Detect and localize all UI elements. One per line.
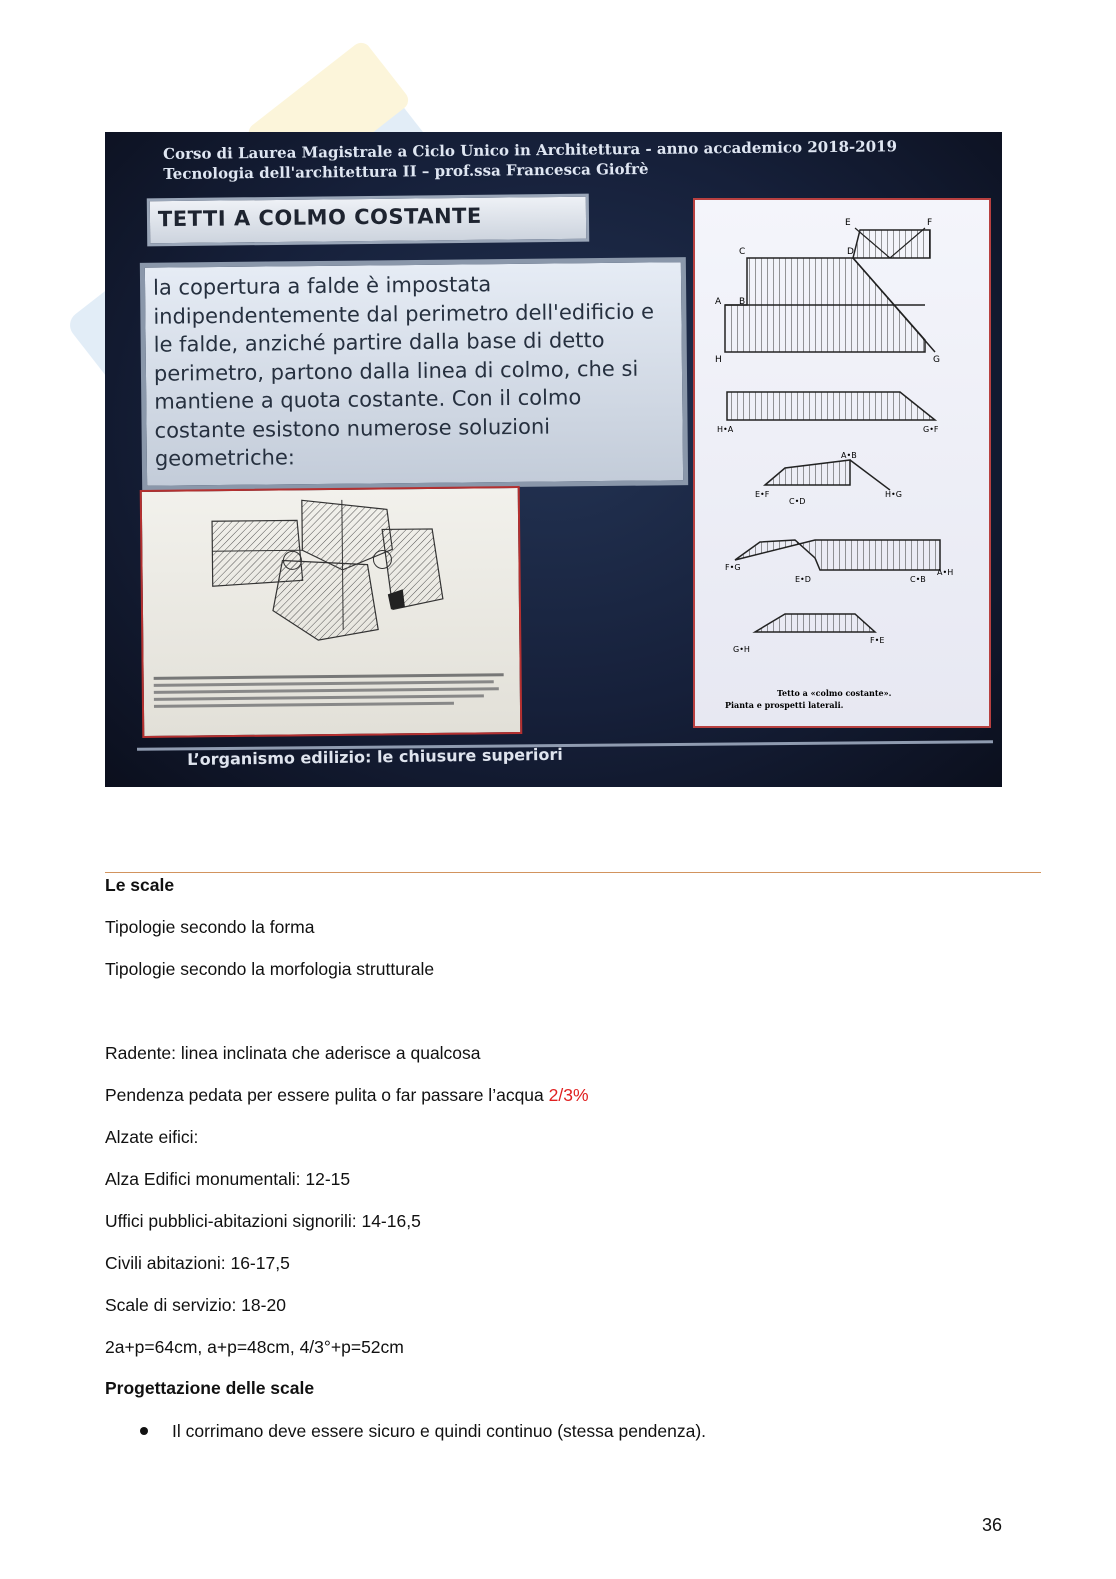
- text-servizio: Scale di servizio: 18-20: [105, 1295, 286, 1315]
- label-ah: A•H: [937, 568, 954, 577]
- roof-plan-drawing: [140, 486, 523, 738]
- label-cd: C•D: [789, 497, 806, 506]
- label-cb: C•B: [910, 575, 926, 584]
- label-f: F: [927, 218, 933, 228]
- label-fe: F•E: [870, 636, 885, 645]
- label-a: A: [715, 297, 722, 307]
- section-heading-progettazione: Progettazione delle scale: [105, 1378, 315, 1398]
- roof-elevations-sketch: [695, 200, 989, 726]
- label-gf: G•F: [923, 425, 939, 434]
- label-d: D: [847, 247, 854, 257]
- text-pendenza-value: 2/3%: [548, 1085, 589, 1105]
- bullet-dot: [140, 1427, 148, 1435]
- label-fg: F•G: [725, 563, 741, 572]
- label-hg: H•G: [885, 490, 902, 499]
- label-e: E: [845, 218, 851, 228]
- text-alzate: Alzate eifici:: [105, 1127, 199, 1147]
- slide-footer: L’organismo edilizio: le chiusure superiori: [187, 744, 563, 769]
- text-tipologie-morfologia: Tipologie secondo la morfologia strutturale: [105, 959, 435, 979]
- text-pendenza: [105, 1085, 589, 1106]
- label-c: C: [739, 247, 746, 257]
- slide-header: [163, 136, 897, 184]
- roof-elevations-drawing: [693, 198, 991, 728]
- text-civili: Civili abitazioni: 16-17,5: [105, 1253, 290, 1273]
- slide-header-line-1: Corso di Laurea Magistrale a Ciclo Unico in Architettura - anno accademico 2018-2019: [163, 137, 898, 163]
- slide-header-line-2: Tecnologia dell'architettura II – prof.ssa Francesca Giofrè: [163, 159, 649, 183]
- label-ef: E•F: [755, 490, 770, 499]
- label-gh: G•H: [733, 645, 750, 654]
- text-tipologie-forma: Tipologie secondo la forma: [105, 917, 315, 937]
- slide-title-box: [147, 194, 589, 247]
- label-b: B: [739, 297, 746, 307]
- right-caption-1: Tetto a «colmo costante».: [777, 688, 892, 698]
- slide-text-box: [140, 257, 688, 491]
- text-radente: Radente: linea inclinata che aderisce a qualcosa: [105, 1043, 481, 1063]
- label-ab: A•B: [841, 451, 857, 460]
- section-divider: [105, 872, 1041, 873]
- slide-photo: [105, 132, 1002, 787]
- section-heading-scale: Le scale: [105, 875, 175, 895]
- text-uffici: Uffici pubblici-abitazioni signorili: 14-16,5: [105, 1211, 421, 1231]
- text-pendenza-label: Pendenza pedata per essere pulita o far passare l’acqua: [105, 1085, 549, 1105]
- label-ha: H•A: [717, 425, 734, 434]
- bullet-text-corrimano: Il corrimano deve essere sicuro e quindi continuo (stessa pendenza).: [172, 1421, 707, 1441]
- slide-title: TETTI A COLMO COSTANTE: [157, 203, 482, 232]
- text-monumentali: Alza Edifici monumentali: 12-15: [105, 1169, 351, 1189]
- page-number: 36: [982, 1515, 1003, 1535]
- label-g: G: [933, 355, 940, 365]
- right-caption-2: Pianta e prospetti laterali.: [725, 700, 844, 710]
- text-formula: 2a+p=64cm, a+p=48cm, 4/3°+p=52cm: [105, 1337, 404, 1357]
- roof-plan-sketch: [142, 488, 521, 736]
- slide-body-text: la copertura a falde è impostata indipendentemente dal perimetro dell'edificio e le falde, anziché partire dalla base di detto perimetro, partono dalla linea di colmo, che si mantiene a quota costante. Con il colmo costante esistono numerose soluzioni geometriche:: [152, 272, 655, 471]
- label-ed: E•D: [795, 575, 811, 584]
- label-h: H: [715, 355, 722, 365]
